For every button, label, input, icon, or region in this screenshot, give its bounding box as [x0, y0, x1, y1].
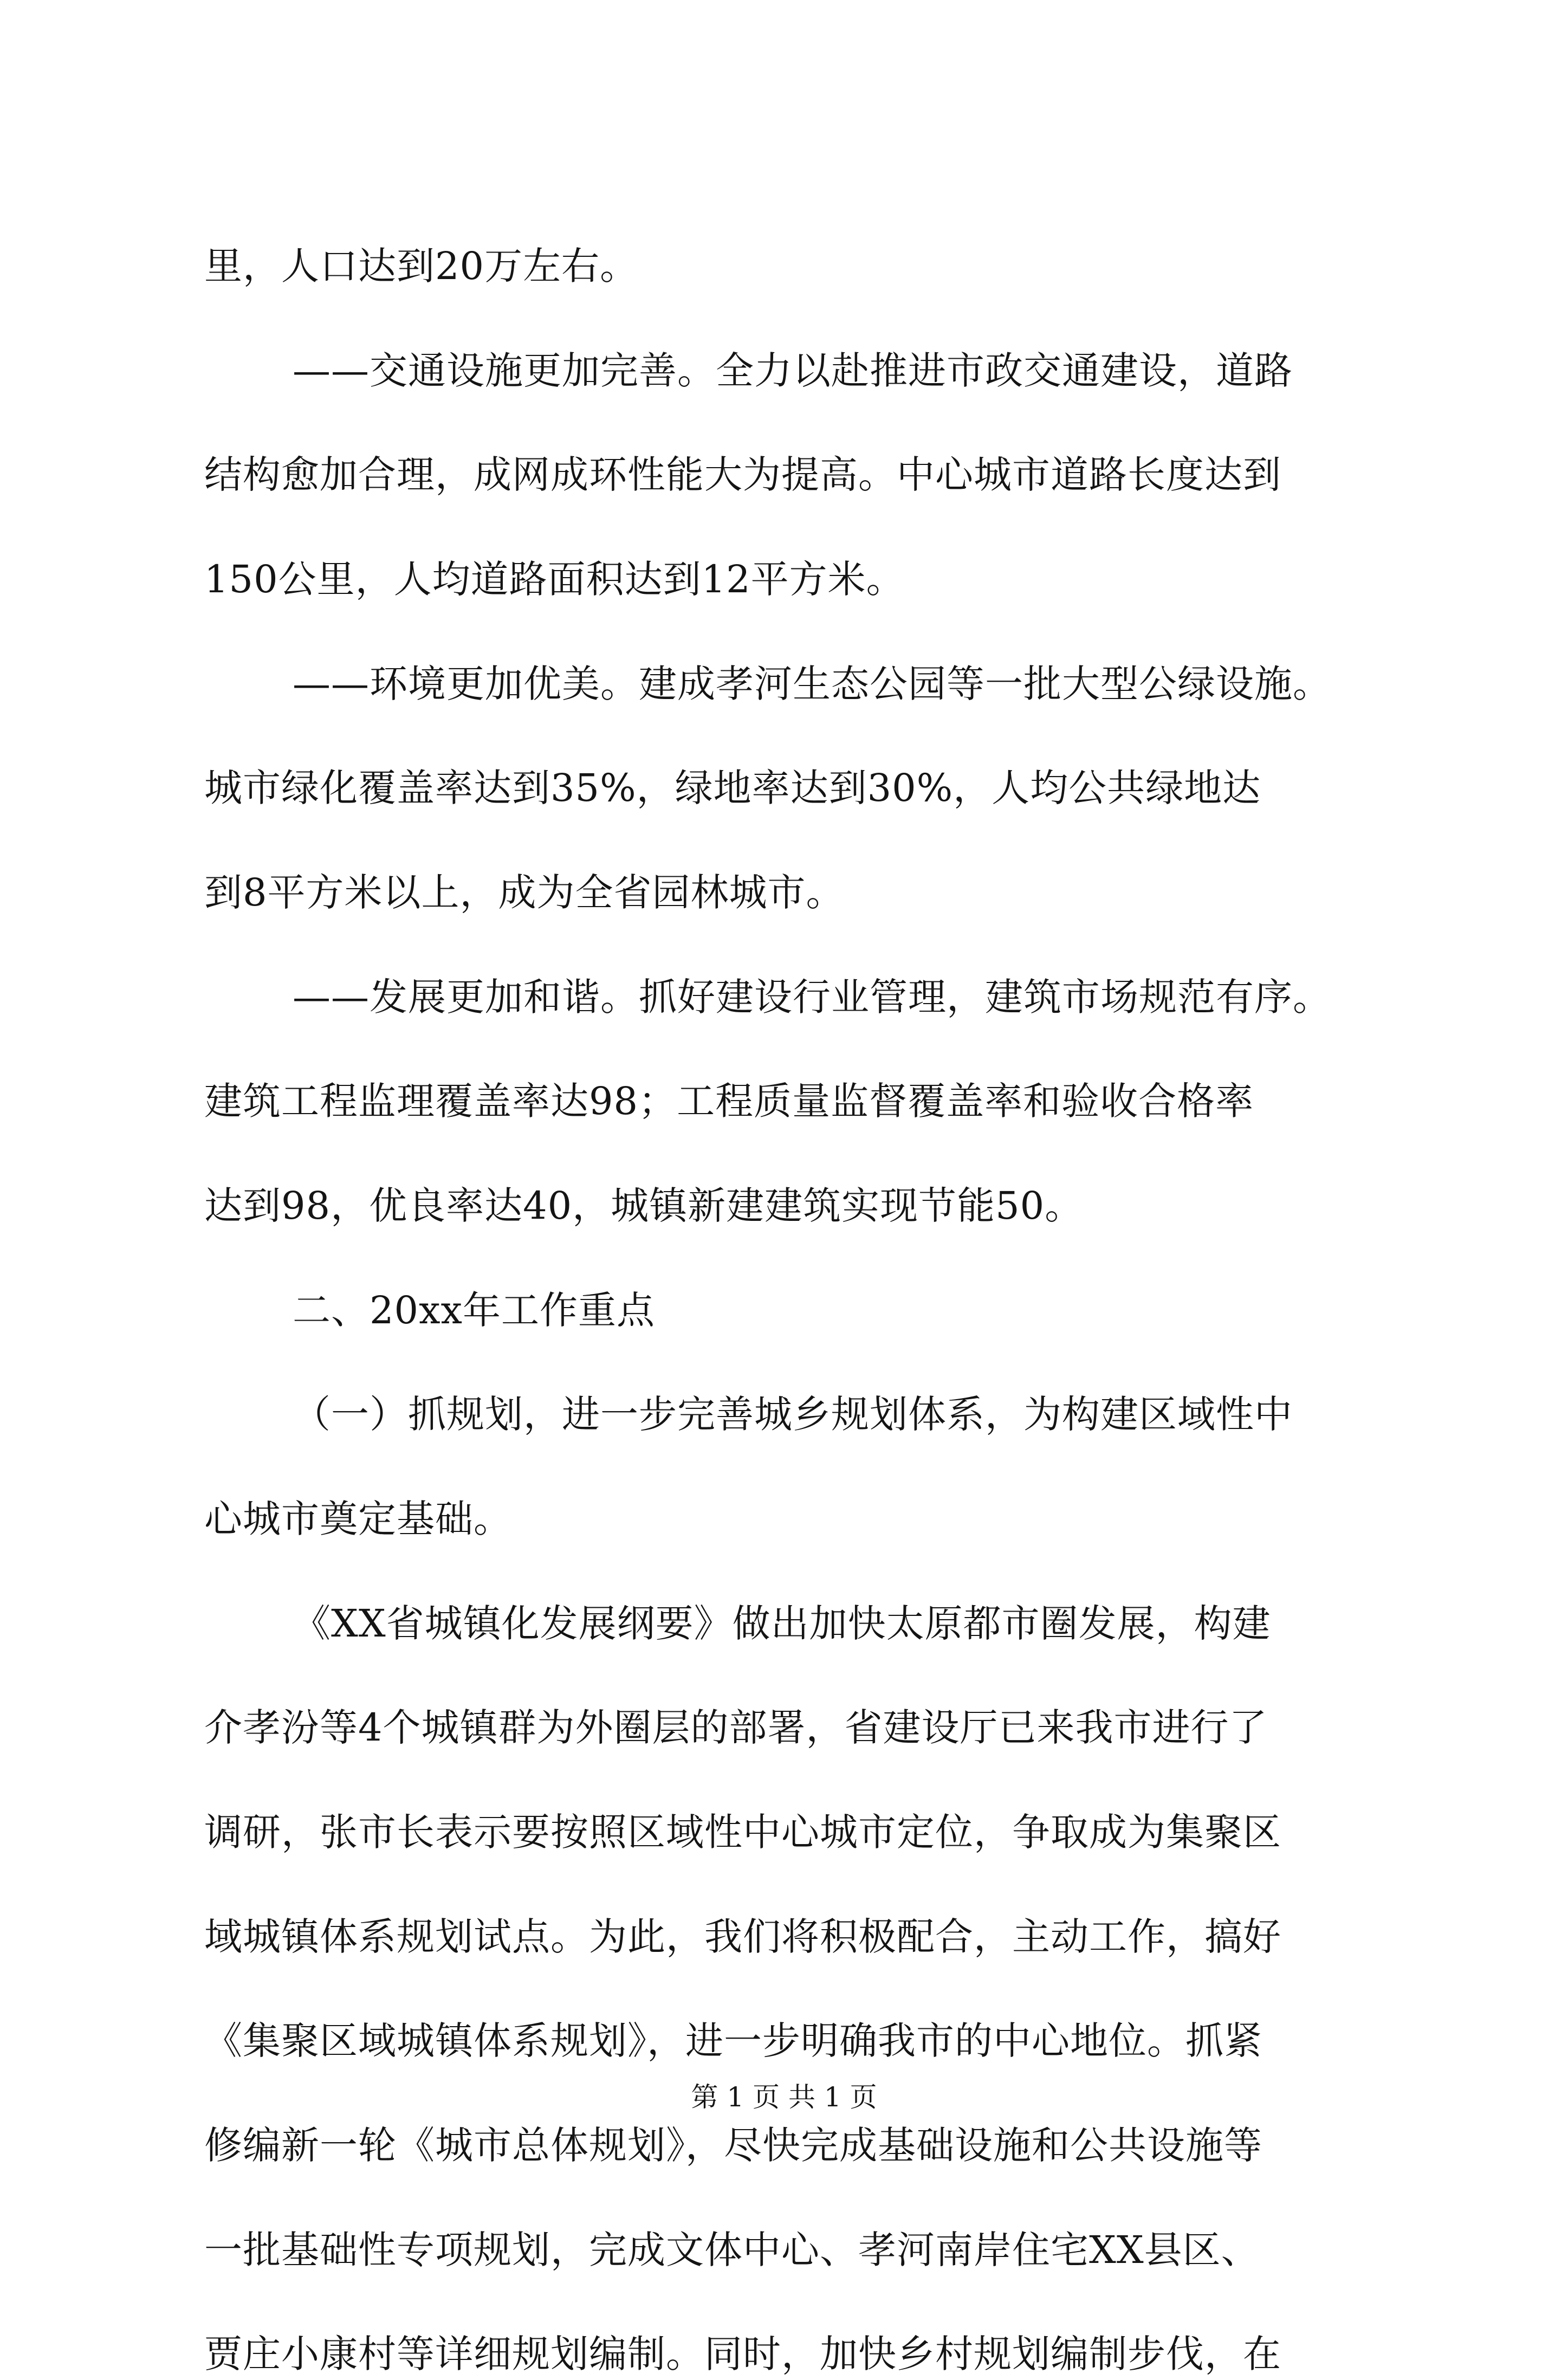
- text-line: 城市绿化覆盖率达到35%，绿地率达到30%，人均公共绿地达: [204, 766, 1261, 810]
- text-line: 修编新一轮《城市总体规划》，尽快完成基础设施和公共设施等: [204, 2123, 1262, 2168]
- text-line: 一批基础性专项规划，完成文体中心、孝河南岸住宅XX县区、: [204, 2228, 1260, 2272]
- text-line: 介孝汾等4个城镇群为外圈层的部署，省建设厅已来我市进行了: [204, 1705, 1268, 1750]
- text-line: （一）抓规划，进一步完善城乡规划体系，为构建区域性中: [293, 1392, 1293, 1437]
- text-line: 建筑工程监理覆盖率达98；工程质量监督覆盖率和验收合格率: [204, 1079, 1254, 1123]
- text-line: ——交通设施更加完善。全力以赴推进市政交通建设，道路: [293, 348, 1293, 393]
- text-line: 里，人口达到20万左右。: [204, 244, 639, 288]
- text-line: 《集聚区域城镇体系规划》，进一步明确我市的中心地位。抓紧: [204, 2019, 1262, 2063]
- text-line: 到8平方米以上，成为全省园林城市。: [204, 870, 845, 915]
- page-number-footer: 第 1 页 共 1 页: [691, 2081, 877, 2113]
- section-heading: 二、20xx年工作重点: [293, 1288, 656, 1333]
- text-line: ——环境更加优美。建成孝河生态公园等一批大型公绿设施。: [293, 662, 1331, 706]
- text-line: 域城镇体系规划试点。为此，我们将积极配合，主动工作，搞好: [204, 1915, 1281, 1959]
- text-line: 调研，张市长表示要按照区域性中心城市定位，争取成为集聚区: [204, 1810, 1281, 1854]
- text-line: 150公里，人均道路面积达到12平方米。: [204, 557, 905, 602]
- text-line: 贾庄小康村等详细规划编制。同时，加快乡村规划编制步伐，在: [204, 2332, 1281, 2376]
- text-line: 结构愈加合理，成网成环性能大为提高。中心城市道路长度达到: [204, 452, 1281, 497]
- text-line: 《XX省城镇化发展纲要》做出加快太原都市圈发展，构建: [293, 1601, 1271, 1646]
- text-line: 达到98，优良率达40，城镇新建建筑实现节能50。: [204, 1183, 1084, 1228]
- text-line: 心城市奠定基础。: [204, 1497, 512, 1541]
- text-line: ——发展更加和谐。抓好建设行业管理，建筑市场规范有序。: [293, 975, 1331, 1019]
